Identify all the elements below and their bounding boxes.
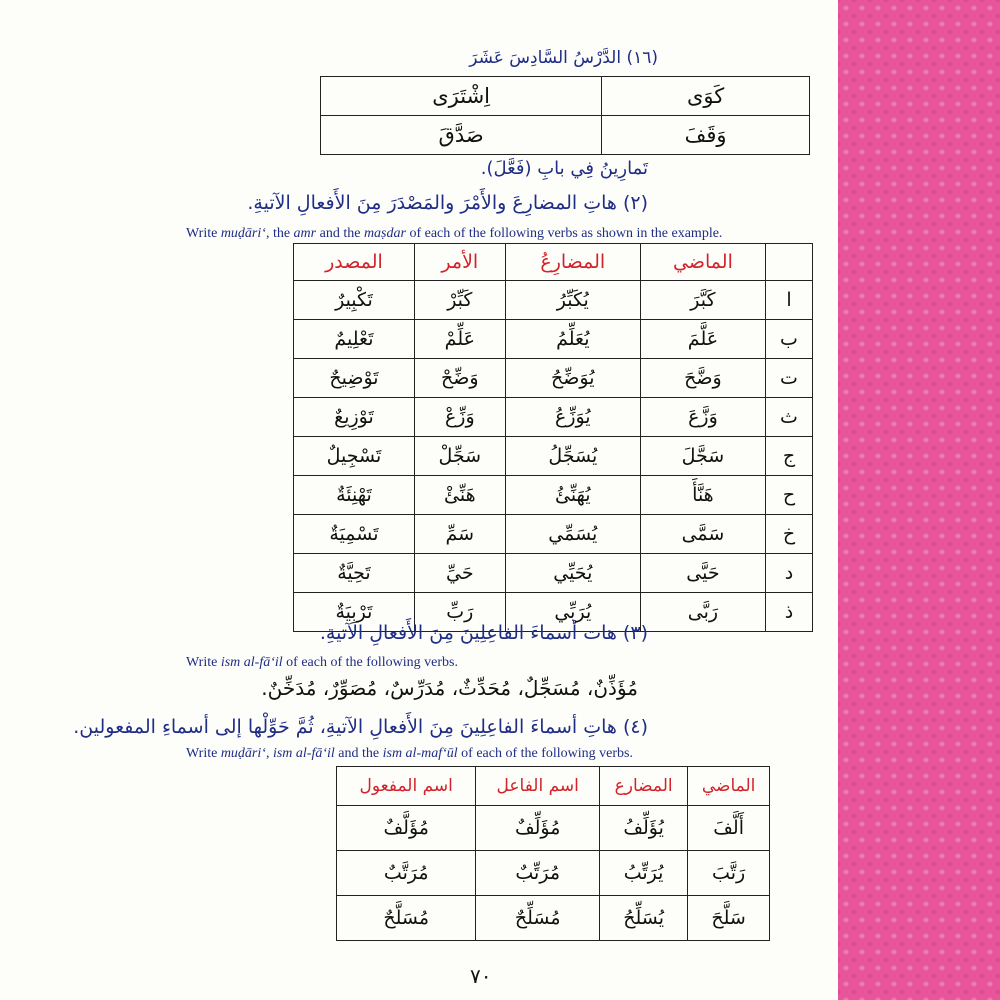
header-cell: المصدر (294, 244, 415, 281)
instruction-text: of each of the following verbs. (282, 655, 458, 670)
imperative-verb: وَزِّعْ (414, 398, 505, 437)
masdar: تَعْلِيمٌ (294, 320, 415, 359)
masdar: تَوْزِيعٌ (294, 398, 415, 437)
present-verb: يُوَضِّحُ (505, 359, 640, 398)
masdar: تَوْضِيحٌ (294, 359, 415, 398)
present-verb: يُكَبِّرُ (505, 281, 640, 320)
instruction-text: , (265, 746, 273, 761)
table-row (321, 77, 810, 116)
exercise-3-heading: (٣) هات أسماءَ الفاعِلِينَ مِنَ الأَفعالِ الآتيةِ. (319, 622, 648, 644)
passive-participle: مُرَتَّبٌ (337, 851, 476, 896)
header-cell (766, 244, 813, 281)
instruction-term: amr (293, 226, 317, 241)
row-letter: خ (766, 515, 813, 554)
row-letter: ذ (766, 593, 813, 632)
table-row (294, 437, 813, 476)
past-verb: عَلَّمَ (640, 320, 765, 359)
past-verb: سَجَّلَ (640, 437, 765, 476)
table-cell: كَوَى (602, 77, 810, 116)
present-verb: يُهَنِّئُ (505, 476, 640, 515)
active-participle: مُسَلِّحٌ (476, 896, 600, 941)
table-row (337, 851, 770, 896)
table-header-row (294, 244, 813, 281)
row-letter: ح (766, 476, 813, 515)
imperative-verb: حَيِّ (414, 554, 505, 593)
exercise-4-instruction (186, 746, 633, 762)
page-number: ٧٠ (470, 964, 492, 988)
instruction-text: and the (316, 226, 364, 241)
row-letter: ب (766, 320, 813, 359)
header-cell: اسم المفعول (337, 767, 476, 806)
present-verb: يُسَجِّلُ (505, 437, 640, 476)
instruction-text: Write (186, 226, 221, 241)
present-verb: يُسَمِّي (505, 515, 640, 554)
instruction-term: ism al-fā‘il (220, 655, 283, 670)
header-cell: الماضي (640, 244, 765, 281)
header-cell: المضارِعُ (505, 244, 640, 281)
exercise-3-word-list: مُؤَذِّنٌ، مُسَجِّلٌ، مُحَدِّثٌ، مُدَرِّسٌ، مُصَوِّرٌ، مُدَخِّنٌ. (261, 676, 638, 700)
active-participle: مُرَتِّبٌ (476, 851, 600, 896)
imperative-verb: وَضِّحْ (414, 359, 505, 398)
table-row (294, 359, 813, 398)
table-row (321, 116, 810, 155)
row-letter: ت (766, 359, 813, 398)
past-verb: كَبَّرَ (640, 281, 765, 320)
past-verb: رَبَّى (640, 593, 765, 632)
exercise-3-instruction (186, 655, 458, 671)
passive-participle: مُؤَلَّفٌ (337, 806, 476, 851)
present-verb: يُرَتِّبُ (599, 851, 687, 896)
instruction-text: and the (334, 746, 383, 761)
present-verb: يُحَيِّي (505, 554, 640, 593)
table-cell: وَقَفَ (602, 116, 810, 155)
row-letter: ا (766, 281, 813, 320)
row-letter: د (766, 554, 813, 593)
instruction-text: , the (265, 226, 294, 241)
table-row (294, 398, 813, 437)
active-participle: مُؤَلِّفٌ (476, 806, 600, 851)
past-verb: حَيَّى (640, 554, 765, 593)
exercise-4-heading: (٤) هاتِ أسماءَ الفاعِلِينَ مِنَ الأَفعالِ الآتيةِ، ثُمَّ حَوِّلْها إلى أسماءِ المفعولين. (73, 716, 648, 738)
table-row (337, 806, 770, 851)
masdar: تَسْجِيلٌ (294, 437, 415, 476)
present-verb: يُسَلِّحُ (599, 896, 687, 941)
imperative-verb: كَبِّرْ (414, 281, 505, 320)
past-verb: وَضَّحَ (640, 359, 765, 398)
table-row (294, 320, 813, 359)
instruction-text: of each of the following verbs. (457, 746, 634, 761)
table-row (337, 896, 770, 941)
imperative-verb: هَنِّئْ (414, 476, 505, 515)
header-cell: اسم الفاعل (476, 767, 600, 806)
instruction-text: of each of the following verbs as shown in the example. (405, 226, 723, 241)
passive-participle: مُسَلَّحٌ (337, 896, 476, 941)
instruction-term: maṣdar (363, 226, 406, 241)
past-verb: سَلَّحَ (688, 896, 770, 941)
exercise-2-table (293, 243, 813, 632)
masdar: تَرْبِيَةٌ (294, 593, 415, 632)
imperative-verb: رَبِّ (414, 593, 505, 632)
imperative-verb: سَمِّ (414, 515, 505, 554)
present-verb: يُرَبِّي (505, 593, 640, 632)
decorative-pink-strip (838, 0, 1000, 1000)
past-verb: وَزَّعَ (640, 398, 765, 437)
table-row (294, 476, 813, 515)
exercise-2-heading: (٢) هاتِ المضارِعَ والأَمْرَ والمَصْدَرَ مِنَ الأَفعالِ الآتيةِ. (247, 192, 648, 214)
present-verb: يُوَزِّعُ (505, 398, 640, 437)
table-header-row (337, 767, 770, 806)
present-verb: يُعَلِّمُ (505, 320, 640, 359)
row-letter: ج (766, 437, 813, 476)
instruction-term: muḍāri‘ (220, 226, 266, 241)
past-verb: رَتَّبَ (688, 851, 770, 896)
masdar: تَسْمِيَةٌ (294, 515, 415, 554)
table-cell: صَدَّقَ (321, 116, 602, 155)
header-cell: الأمر (414, 244, 505, 281)
instruction-term: ism al-fā‘il (272, 746, 335, 761)
table-row (294, 554, 813, 593)
instruction-text: Write (186, 746, 221, 761)
lesson-title: (١٦) الدَّرْسُ السَّادِسَ عَشَرَ (469, 48, 658, 68)
past-verb: أَلَّفَ (688, 806, 770, 851)
table-row (294, 515, 813, 554)
masdar: تَهْنِئَةٌ (294, 476, 415, 515)
exercise-4-table (336, 766, 770, 941)
header-cell: الماضي (688, 767, 770, 806)
header-cell: المضارع (599, 767, 687, 806)
instruction-text: Write (186, 655, 221, 670)
past-verb: هَنَّأَ (640, 476, 765, 515)
exercise-2-instruction (186, 226, 722, 242)
instruction-term: ism al-maf‘ūl (382, 746, 458, 761)
instruction-term: muḍāri‘ (220, 746, 266, 761)
past-verb: سَمَّى (640, 515, 765, 554)
imperative-verb: عَلِّمْ (414, 320, 505, 359)
table-cell: اِشْتَرَى (321, 77, 602, 116)
masdar: تَحِيَّةٌ (294, 554, 415, 593)
table-row (294, 281, 813, 320)
exercises-heading: تَمارِينُ فِي بابِ (فَعَّلَ). (480, 158, 648, 179)
masdar: تَكْبِيرٌ (294, 281, 415, 320)
imperative-verb: سَجِّلْ (414, 437, 505, 476)
intro-verb-table (320, 76, 810, 155)
row-letter: ث (766, 398, 813, 437)
present-verb: يُؤَلِّفُ (599, 806, 687, 851)
